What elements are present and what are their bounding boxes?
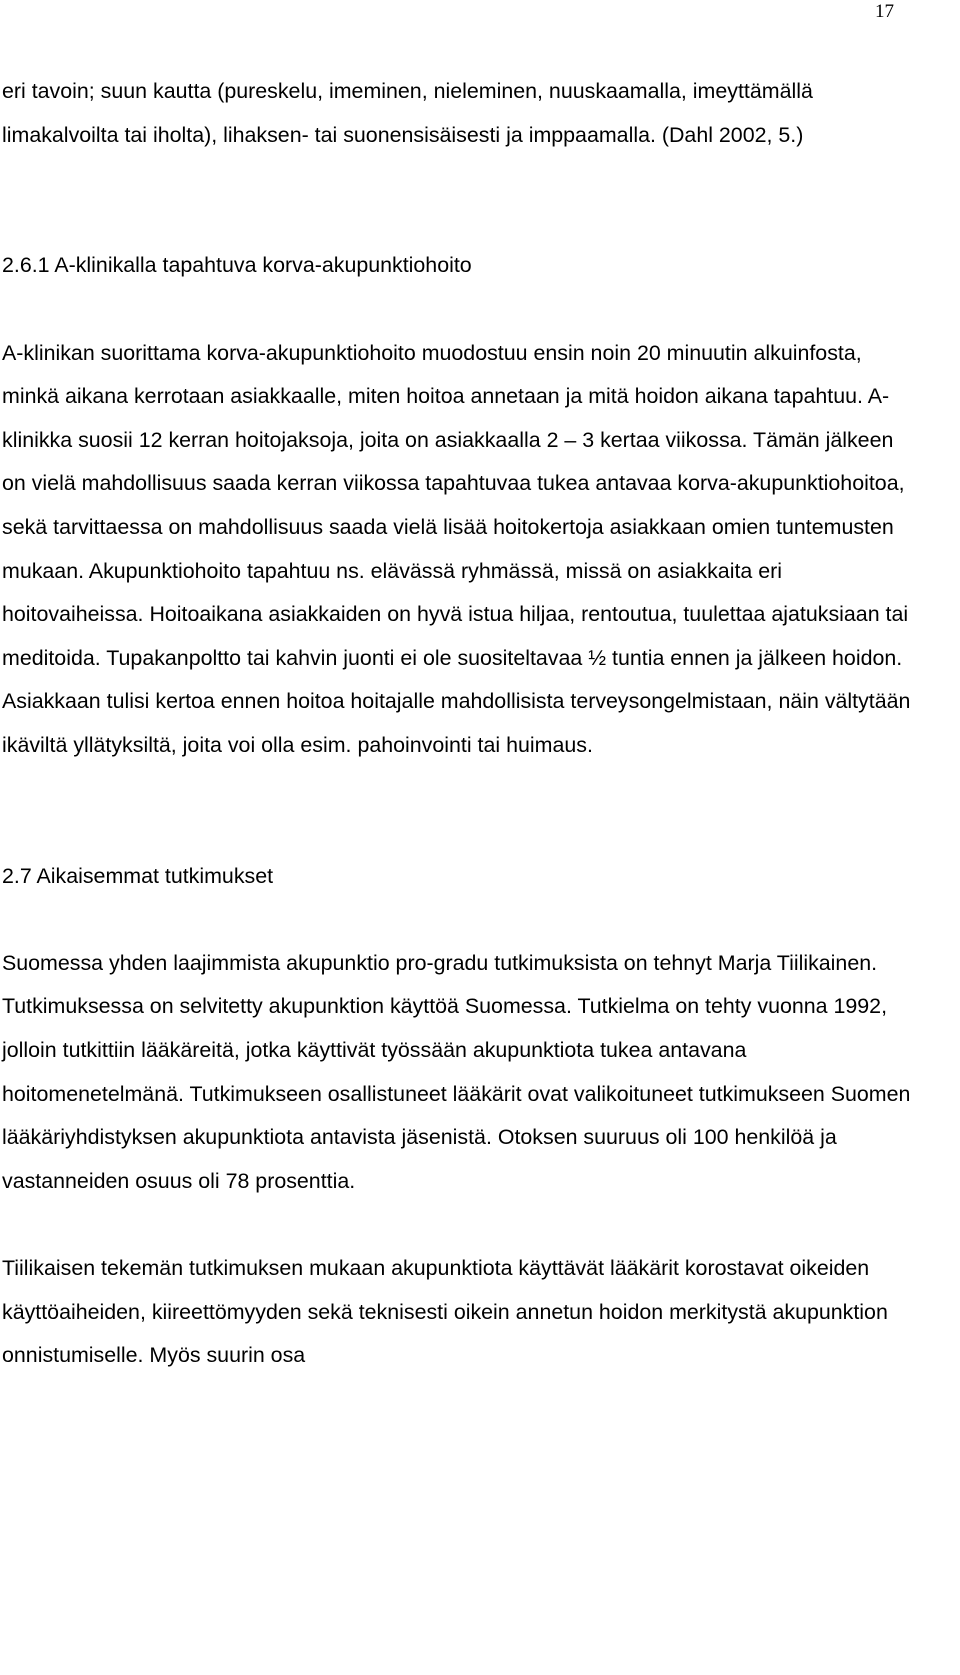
spacer <box>2 157 922 244</box>
section-heading-2-6-1: 2.6.1 A-klinikalla tapahtuva korva-akupunktiohoito <box>2 253 472 278</box>
section-2-7-paragraph-1: Suomessa yhden laajimmista akupunktio pro-gradu tutkimuksista on tehnyt Marja Tiilikainen. Tutkimuksessa on selvitetty akupunktion käyttöä Suomessa. Tutkielma on tehty vuonna 1992, jolloin tutkittiin lääkäreitä, jotka käyttivät työssään akupunktiota tukea antavana hoitomenetelmänä. Tutkimukseen osallistuneet lääkärit ovat valikoituneet tutkimukseen Suomen lääkäriyhdistyksen akupunktiota antavista jäsenistä. Otoksen suuruus oli 100 henkilöä ja vastanneiden osuus oli 78 prosenttia. <box>2 950 911 1193</box>
spacer <box>2 898 922 942</box>
section-heading-2-7: 2.7 Aikaisemmat tutkimukset <box>2 863 274 888</box>
section-2-7-paragraph-2: Tiilikaisen tekemän tutkimuksen mukaan akupunktiota käyttävät lääkärit korostavat oikeiden käyttöaiheiden, kiireettömyyden sekä teknisesti oikein annetun hoidon merkitystä akupunktion onnistumiselle. Myös suurin osa <box>2 1256 888 1368</box>
spacer <box>2 1203 922 1247</box>
section-2-6-1-paragraph: A-klinikan suorittama korva-akupunktiohoito muodostuu ensin noin 20 minuutin alkuinfosta, minkä aikana kerrotaan asiakkaalle, miten hoitoa annetaan ja mitä hoidon aikana tapahtuu. A-klinikka suosii 12 kerran hoitojaksoja, joita on asiakkaalla 2 – 3 kertaa viikossa. Tämän jälkeen on vielä mahdollisuus saada kerran viikossa tapahtuvaa tukea antavaa korva-akupunktiohoitoa, sekä tarvittaessa on mahdollisuus saada vielä lisää hoitokertoja asiakkaan omien tuntemusten mukaan. Akupunktiohoito tapahtuu ns. elävässä ryhmässä, missä on asiakkaita eri hoitovaiheissa. Hoitoaikana asiakkaiden on hyvä istua hiljaa, rentoutua, tuulettaa ajatuksiaan tai meditoida. Tupakanpoltto tai kahvin juonti ei ole suositeltavaa ½ tuntia ennen ja jälkeen hoidon. Asiakkaan tulisi kertoa ennen hoitoa hoitajalle mahdollisista terveysongelmistaan, näin vältytään ikäviltä yllätyksiltä, joita voi olla esim. pahoinvointi tai huimaus. <box>2 340 911 757</box>
page-number: 17 <box>875 1 894 22</box>
document-body <box>2 70 922 1378</box>
spacer <box>2 768 922 855</box>
spacer <box>2 288 922 332</box>
intro-paragraph: eri tavoin; suun kautta (pureskelu, imeminen, nieleminen, nuuskaamalla, imeyttämällä limakalvoilta tai iholta), lihaksen- tai suonensisäisesti ja imppaamalla. (Dahl 2002, 5.) <box>2 79 813 147</box>
